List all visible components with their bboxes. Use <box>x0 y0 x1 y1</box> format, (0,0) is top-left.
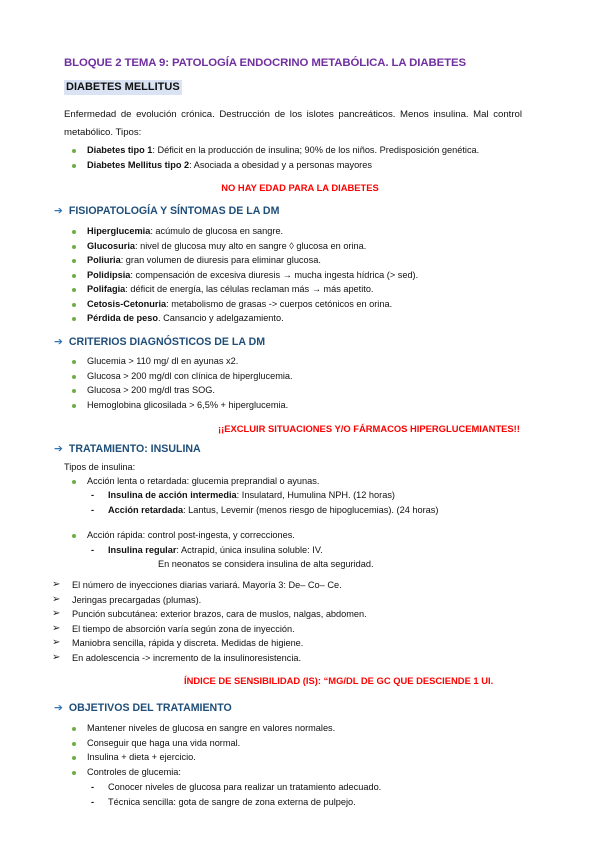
arrow-right-icon: ➔ <box>54 336 63 348</box>
bullet-icon <box>72 480 76 484</box>
note-item: El tiempo de absorción varía según zona de inyección. <box>72 624 295 634</box>
insulin-types-label: Tipos de insulina: <box>64 462 136 472</box>
symptom-item: Polifagia: déficit de energía, las células reclaman más → más apetito. <box>87 284 374 294</box>
chevron-arrow-icon: ➢ <box>52 652 61 663</box>
neonates-note: En neonatos se considera insulina de alta seguridad. <box>158 559 374 569</box>
note-item: Punción subcutánea: exterior brazos, cara de muslos, nalgas, abdomen. <box>72 609 367 619</box>
bullet-icon <box>72 230 76 234</box>
objective-subitem: Técnica sencilla: gota de sangre de zona externa de pulpejo. <box>108 797 356 807</box>
section-heading-objetivos: ➔ OBJETIVOS DEL TRATAMIENTO <box>54 702 232 714</box>
bullet-icon <box>72 389 76 393</box>
symptom-item: Cetosis-Cetonuria: metabolismo de grasas -> cuerpos cetónicos en orina. <box>87 299 393 309</box>
bullet-icon <box>72 259 76 263</box>
objective-subitem: Conocer niveles de glucosa para realizar un tratamiento adecuado. <box>108 782 382 792</box>
arrow-right-icon: ➔ <box>54 205 63 217</box>
note-item: Maniobra sencilla, rápida y discreta. Medidas de higiene. <box>72 638 304 648</box>
chevron-arrow-icon: ➢ <box>52 579 61 590</box>
dash-icon: - <box>91 490 95 500</box>
criteria-item: Glucosa > 200 mg/dl tras SOG. <box>87 385 215 395</box>
symptom-item: Poliuria: gran volumen de diuresis para eliminar glucosa. <box>87 255 321 265</box>
bullet-icon <box>72 288 76 292</box>
arrow-right-icon: ➔ <box>54 443 63 455</box>
fast-insulin-item: Insulina regular: Actrapid, única insulina soluble: IV. <box>108 545 323 555</box>
intro-paragraph: Enfermedad de evolución crónica. Destrucción de los islotes pancreáticos. Menos insulina. Mal control metabólico. Tipos: <box>64 109 522 138</box>
chevron-arrow-icon: ➢ <box>52 623 61 634</box>
alert-age: NO HAY EDAD PARA LA DIABETES <box>221 182 379 193</box>
section-heading-tratamiento: ➔ TRATAMIENTO: INSULINA <box>54 443 201 455</box>
criteria-item: Glucosa > 200 mg/dl con clínica de hiperglucemia. <box>87 371 293 381</box>
bullet-icon <box>72 771 76 775</box>
chevron-arrow-icon: ➢ <box>52 594 61 605</box>
dash-icon: - <box>91 782 95 792</box>
symptom-item: Pérdida de peso. Cansancio y adelgazamiento. <box>87 313 284 323</box>
document-title: BLOQUE 2 TEMA 9: PATOLOGÍA ENDOCRINO METABÓLICA. LA DIABETES <box>64 57 466 69</box>
criteria-item: Hemoglobina glicosilada > 6,5% + hiperglucemia. <box>87 400 289 410</box>
objective-item: Mantener niveles de glucosa en sangre en valores normales. <box>87 723 336 733</box>
chevron-arrow-icon: ➢ <box>52 637 61 648</box>
fast-action-item: Acción rápida: control post-ingesta, y correcciones. <box>87 530 295 540</box>
dash-icon: - <box>91 505 95 515</box>
slow-insulin-item: Acción retardada: Lantus, Levemir (menos riesgo de hipoglucemias). (24 horas) <box>108 505 439 515</box>
dash-icon: - <box>91 545 95 555</box>
bullet-icon <box>72 756 76 760</box>
slow-action-item: Acción lenta o retardada: glucemia preprandial o ayunas. <box>87 476 320 486</box>
symptom-item: Glucosuria: nivel de glucosa muy alto en sangre ◊ glucosa en orina. <box>87 241 367 251</box>
arrow-right-icon: ➔ <box>54 702 63 714</box>
chevron-arrow-icon: ➢ <box>52 608 61 619</box>
type-item: Diabetes Mellitus tipo 2: Asociada a obesidad y a personas mayores <box>87 160 372 170</box>
objective-item: Conseguir que haga una vida normal. <box>87 738 241 748</box>
symptom-item: Polidipsia: compensación de excesiva diuresis → mucha ingesta hídrica (> sed). <box>87 270 419 280</box>
objective-item: Controles de glucemia: <box>87 767 181 777</box>
bullet-icon <box>72 149 76 153</box>
note-item: El número de inyecciones diarias variará. Mayoría 3: De– Co– Ce. <box>72 580 342 590</box>
bullet-icon <box>72 303 76 307</box>
note-item: En adolescencia -> incremento de la insulinoresistencia. <box>72 653 302 663</box>
bullet-icon <box>72 742 76 746</box>
bullet-icon <box>72 164 76 168</box>
section-heading-criterios: ➔ CRITERIOS DIAGNÓSTICOS DE LA DM <box>54 336 266 348</box>
slow-insulin-item: Insulina de acción intermedia: Insulatard, Humulina NPH. (12 horas) <box>108 490 395 500</box>
type-item: Diabetes tipo 1: Déficit en la producción de insulina; 90% de los niños. Predisposición genética. <box>87 145 480 155</box>
bullet-icon <box>72 375 76 379</box>
bullet-icon <box>72 274 76 278</box>
note-item: Jeringas precargadas (plumas). <box>72 595 202 605</box>
dash-icon: - <box>91 797 95 807</box>
symptom-item: Hiperglucemia: acúmulo de glucosa en sangre. <box>87 226 284 236</box>
bullet-icon <box>72 245 76 249</box>
bullet-icon <box>72 534 76 538</box>
objective-item: Insulina + dieta + ejercicio. <box>87 752 196 762</box>
criteria-item: Glucemia > 110 mg/ dl en ayunas x2. <box>87 356 239 366</box>
alert-exclude: ¡¡EXCLUIR SITUACIONES Y/O FÁRMACOS HIPERGLUCEMIANTES!! <box>218 423 520 434</box>
bullet-icon <box>72 727 76 731</box>
section-subtitle: DIABETES MELLITUS <box>66 81 180 93</box>
section-heading-fisiopatologia: ➔ FISIOPATOLOGÍA Y SÍNTOMAS DE LA DM <box>54 205 280 217</box>
bullet-icon <box>72 404 76 408</box>
bullet-icon <box>72 317 76 321</box>
alert-index: ÍNDICE DE SENSIBILIDAD (IS): “MG/DL DE GC QUE DESCIENDE 1 UI. <box>184 675 494 686</box>
bullet-icon <box>72 360 76 364</box>
